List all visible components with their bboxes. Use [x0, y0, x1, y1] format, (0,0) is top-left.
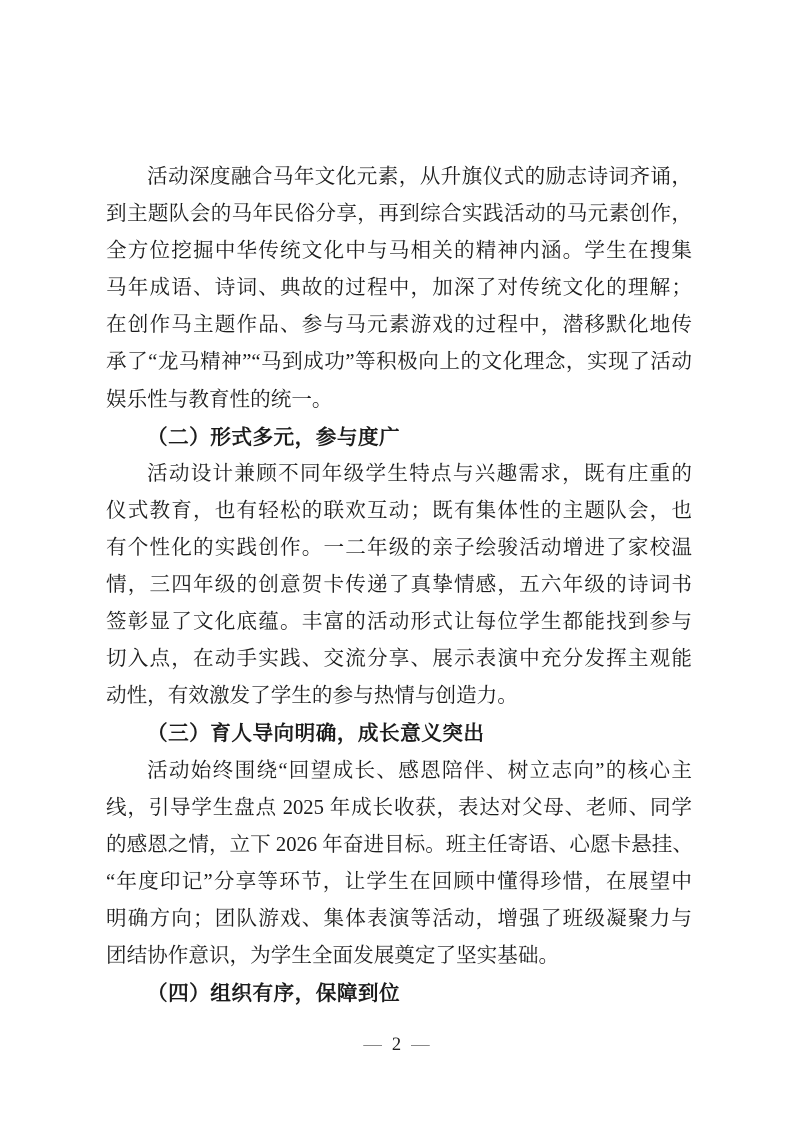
body-text-line: 动性，有效激发了学生的参与热情与创造力。: [106, 685, 518, 708]
page-number: 2: [391, 1035, 402, 1055]
body-text-line: 仪式教育，也有轻松的联欢互动；既有集体性的主题队会，也: [106, 499, 692, 522]
body-text-line: 切入点，在动手实践、交流分享、展示表演中充分发挥主观能: [106, 648, 692, 671]
footer-dash-right: —: [411, 1035, 430, 1055]
document-body: [106, 159, 692, 1012]
body-text-line: 情，三四年级的创意贺卡传递了真挚情感，五六年级的诗词书: [106, 574, 692, 597]
body-text-line: 线，引导学生盘点 2025 年成长收获，表达对父母、老师、同学: [106, 796, 692, 819]
body-text-line: 全方位挖掘中华传统文化中与马相关的精神内涵。学生在搜集: [106, 240, 692, 263]
body-text-line: 活动设计兼顾不同年级学生特点与兴趣需求，既有庄重的: [147, 462, 692, 485]
body-text-line: 团结协作意识，为学生全面发展奠定了坚实基础。: [106, 944, 560, 967]
body-text-line: “年度印记”分享等环节，让学生在回顾中懂得珍惜，在展望中: [106, 870, 692, 893]
heading-section-4: （四）组织有序，保障到位: [147, 982, 401, 1006]
heading-section-2: （二）形式多元，参与度广: [147, 425, 401, 449]
body-text-line: 的感恩之情，立下 2026 年奋进目标。班主任寄语、心愿卡悬挂、: [106, 833, 693, 856]
body-text-line: 在创作马主题作品、参与马元素游戏的过程中，潜移默化地传: [106, 314, 692, 337]
body-text-line: 马年成语、诗词、典故的过程中，加深了对传统文化的理解；: [106, 277, 692, 300]
body-text-line: 承了“龙马精神”“马到成功”等积极向上的文化理念，实现了活动: [106, 351, 692, 374]
body-text-line: 活动始终围绕“回望成长、感恩陪伴、树立志向”的核心主: [147, 759, 692, 782]
footer-dash-left: —: [363, 1035, 382, 1055]
body-text-line: 有个性化的实践创作。一二年级的亲子绘骏活动增进了家校温: [106, 536, 692, 559]
page-footer: [0, 1033, 793, 1058]
body-text-line: 明确方向；团队游戏、集体表演等活动，增强了班级凝聚力与: [106, 907, 692, 930]
body-text-line: 签彰显了文化底蕴。丰富的活动形式让每位学生都能找到参与: [106, 611, 692, 634]
body-text-line: 娱乐性与教育性的统一。: [106, 388, 333, 411]
body-text-line: 活动深度融合马年文化元素，从升旗仪式的励志诗词齐诵，: [147, 166, 692, 188]
body-text-line: 到主题队会的马年民俗分享，再到综合实践活动的马元素创作，: [106, 203, 692, 226]
heading-section-3: （三）育人导向明确，成长意义突出: [147, 722, 485, 746]
